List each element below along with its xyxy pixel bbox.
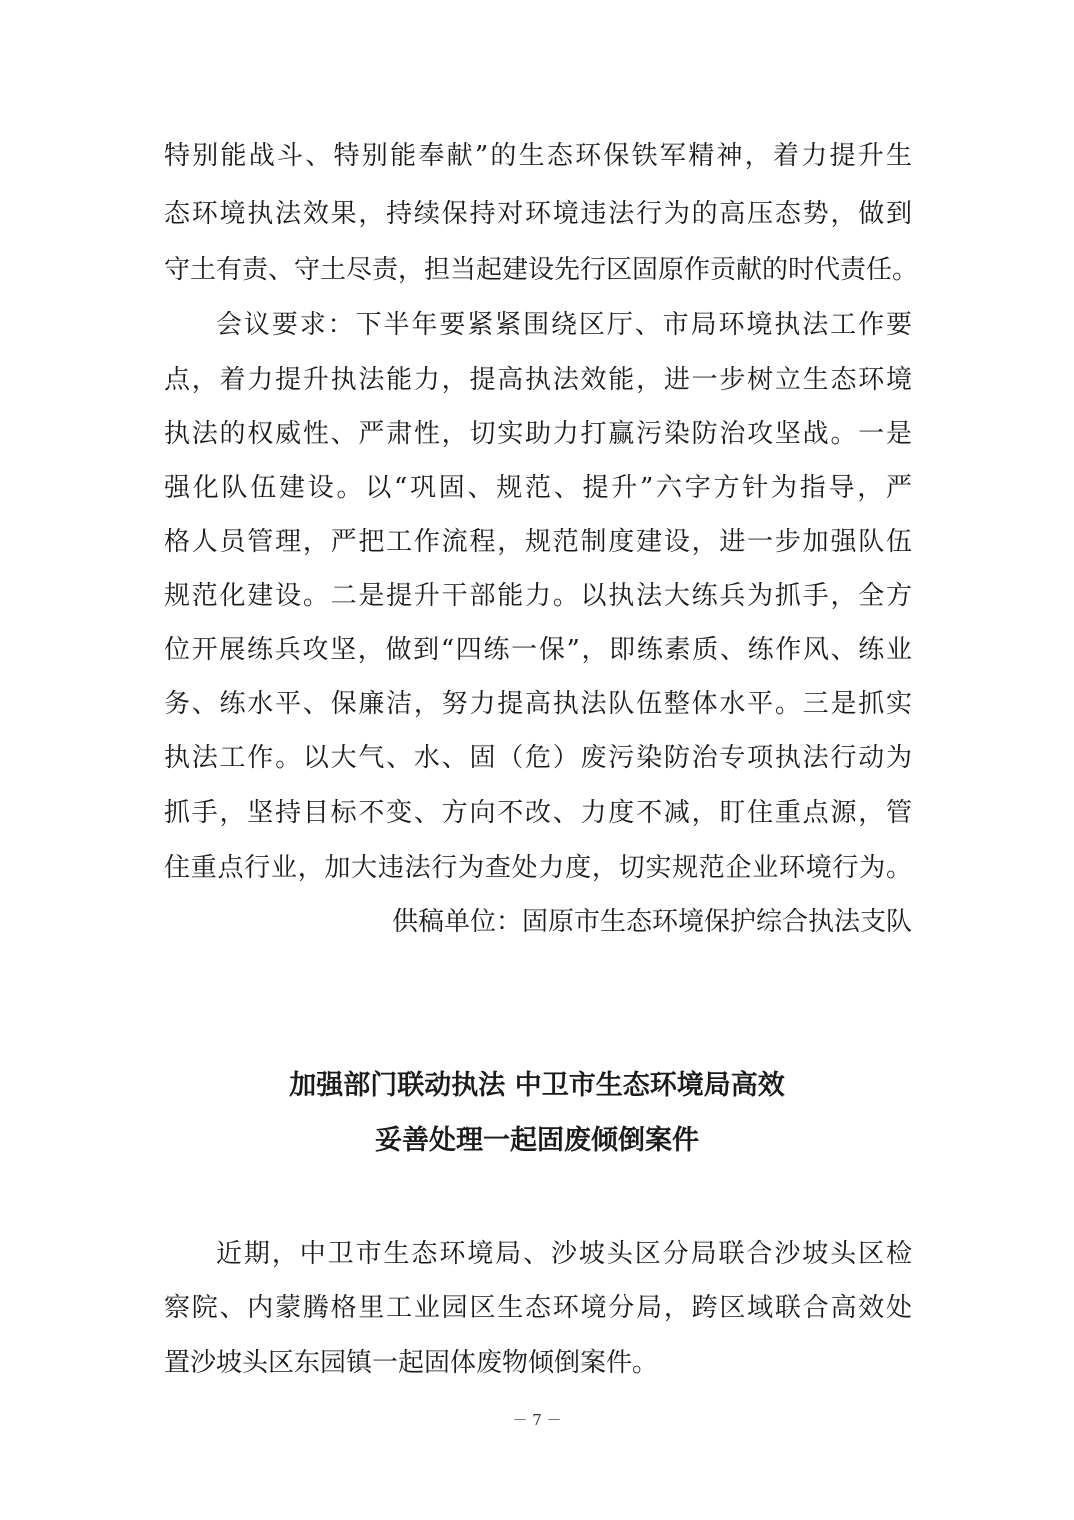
article-title-line-1: 加强部门联动执法 中卫市生态环境局高效 bbox=[289, 1070, 785, 1101]
page-number: － 7 － bbox=[512, 1411, 562, 1429]
text-line: 格人员管理，严把工作流程，规范制度建设，进一步加强队伍 bbox=[164, 527, 912, 557]
text-line: 守土有责、守土尽责，担当起建设先行区固原作贡献的时代责任。 bbox=[164, 255, 919, 285]
text-line: 强化队伍建设。以“巩固、规范、提升”六字方针为指导，严 bbox=[164, 473, 912, 503]
text-line: 规范化建设。二是提升干部能力。以执法大练兵为抓手，全方 bbox=[164, 581, 912, 611]
text-line: 位开展练兵攻坚，做到“四练一保”，即练素质、练作风、练业 bbox=[164, 635, 912, 665]
text-line: 务、练水平、保廉洁，努力提高执法队伍整体水平。三是抓实 bbox=[164, 689, 912, 719]
text-line: 特别能战斗、特别能奉献”的生态环保铁军精神，着力提升生 bbox=[164, 141, 912, 171]
text-line: 住重点行业，加大违法行为查处力度，切实规范企业环境行为。 bbox=[164, 853, 912, 883]
article-title-line-2: 妥善处理一起固废倾倒案件 bbox=[375, 1125, 699, 1156]
text-line: 近期，中卫市生态环境局、沙坡头区分局联合沙坡头区检 bbox=[216, 1239, 912, 1269]
text-line: 点，着力提升执法能力，提高执法效能，进一步树立生态环境 bbox=[164, 365, 912, 395]
text-line: 察院、内蒙腾格里工业园区生态环境分局，跨区域联合高效处 bbox=[164, 1293, 912, 1323]
text-line: 会议要求：下半年要紧紧围绕区厅、市局环境执法工作要 bbox=[216, 310, 912, 340]
text-line: 执法工作。以大气、水、固（危）废污染防治专项执法行动为 bbox=[164, 743, 912, 773]
source-credit: 供稿单位：固原市生态环境保护综合执法支队 bbox=[391, 907, 912, 937]
text-line: 抓手，坚持目标不变、方向不改、力度不减，盯住重点源，管 bbox=[164, 798, 912, 828]
text-line: 置沙坡头区东园镇一起固体废物倾倒案件。 bbox=[164, 1348, 659, 1378]
text-line: 执法的权威性、严肃性，切实助力打赢污染防治攻坚战。一是 bbox=[164, 419, 912, 449]
text-line: 态环境执法效果，持续保持对环境违法行为的高压态势，做到 bbox=[164, 199, 912, 229]
